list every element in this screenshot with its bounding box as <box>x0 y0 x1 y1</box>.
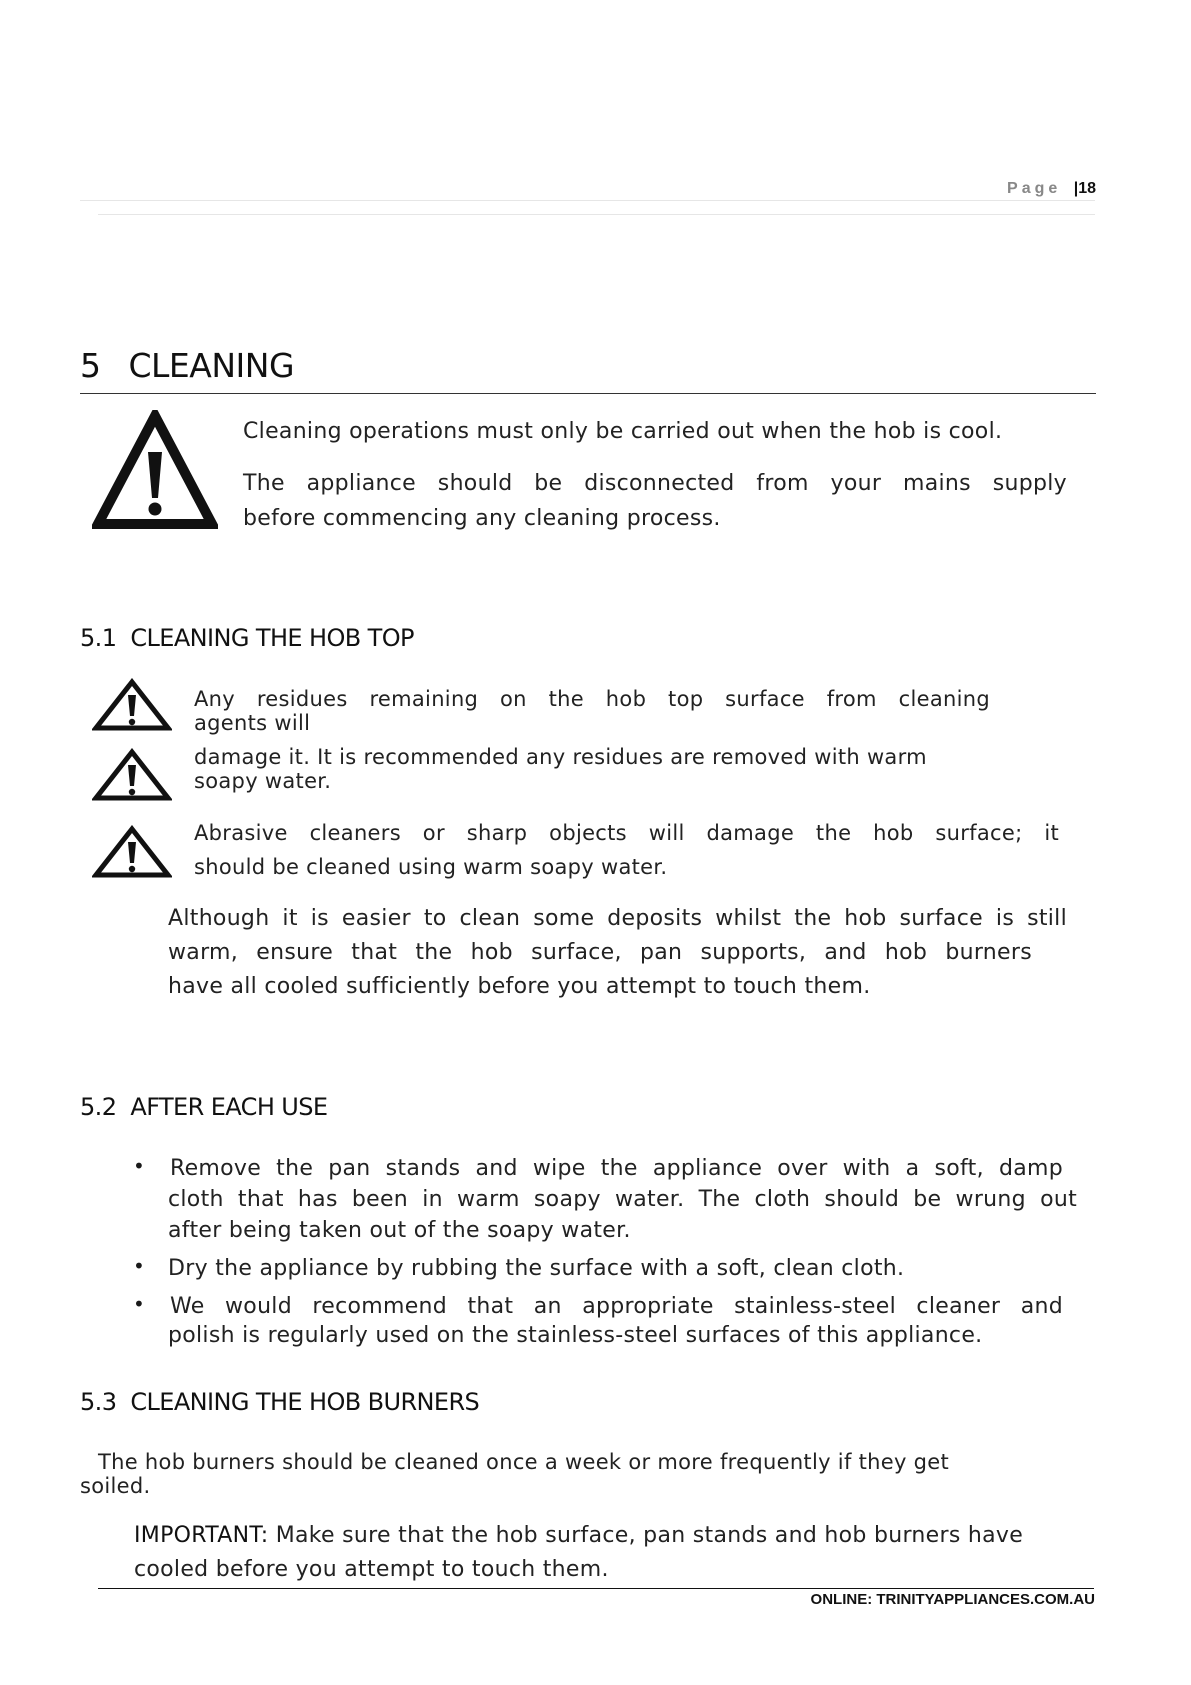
section-5-1-warning-1b: agents will <box>194 711 311 735</box>
section-5-1-warning-2b: soapy water. <box>194 769 332 793</box>
warning-triangle-icon <box>92 410 218 530</box>
section-5-3-important-2: cooled before you attempt to touch them. <box>134 1557 609 1582</box>
bullet-dot: • <box>133 1292 145 1316</box>
page-number-label <box>1007 180 1096 198</box>
section-5-1-para-3: have all cooled sufficiently before you attempt to touch them. <box>168 974 871 999</box>
section-5-3-important-1 <box>134 1519 1074 1553</box>
section-5-3-number: 5.3 <box>80 1388 117 1416</box>
page-word: Page <box>1007 180 1062 197</box>
section-5-2-number: 5.2 <box>80 1093 117 1121</box>
section-5-title: CLEANING <box>128 346 295 385</box>
section-5-2-title: AFTER EACH USE <box>130 1093 328 1121</box>
footer-rule <box>98 1588 1094 1589</box>
section-5-warning-1: Cleaning operations must only be carried out when the hob is cool. <box>243 419 1003 444</box>
section-5-3-title: CLEANING THE HOB BURNERS <box>130 1388 480 1416</box>
section-5-1-para-2: warm, ensure that the hob surface, pan supports, and hob burners <box>168 940 1032 965</box>
section-5-2-bullet-3a: We would recommend that an appropriate stainless-steel cleaner and <box>170 1294 1063 1319</box>
warning-triangle-icon <box>92 678 172 732</box>
section-5-2-bullet-2: Dry the appliance by rubbing the surface with a soft, clean cloth. <box>168 1256 905 1281</box>
section-5-rule <box>80 393 1096 394</box>
page-number: 18 <box>1078 180 1096 197</box>
bullet-dot: • <box>133 1154 145 1178</box>
section-5-1-warning-3b: should be cleaned using warm soapy water. <box>194 855 668 879</box>
section-5-2-bullet-1a: Remove the pan stands and wipe the appliance over with a soft, damp <box>170 1156 1063 1181</box>
section-5-2-bullet-3b: polish is regularly used on the stainless-steel surfaces of this appliance. <box>168 1323 983 1348</box>
section-5-1-para-1: Although it is easier to clean some deposits whilst the hob surface is still <box>168 906 1067 931</box>
section-5-2-bullet-1b: cloth that has been in warm soapy water. The cloth should be wrung out <box>168 1187 1077 1212</box>
section-5-warning-2a: The appliance should be disconnected from your mains supply <box>243 471 1067 496</box>
section-5-2-heading <box>80 1093 327 1121</box>
important-label: IMPORTANT: <box>134 1523 269 1548</box>
section-5-1-heading <box>80 624 414 652</box>
section-5-3-para-1: The hob burners should be cleaned once a week or more frequently if they get <box>98 1450 950 1474</box>
section-5-number: 5 <box>80 346 101 385</box>
header-rule-bottom <box>98 214 1095 215</box>
section-5-3-para-2: soiled. <box>80 1474 151 1498</box>
section-5-1-warning-2a: damage it. It is recommended any residues are removed with warm <box>194 745 927 769</box>
section-5-1-warning-3a: Abrasive cleaners or sharp objects will damage the hob surface; it <box>194 821 1059 845</box>
bullet-dot: • <box>133 1254 145 1278</box>
important-text-1: Make sure that the hob surface, pan stands and hob burners have <box>275 1523 1024 1548</box>
section-5-1-number: 5.1 <box>80 624 117 652</box>
section-5-warning-2b: before commencing any cleaning process. <box>243 506 721 531</box>
header-rule-top <box>80 200 1095 201</box>
section-5-1-title: CLEANING THE HOB TOP <box>130 624 414 652</box>
page-separator: | <box>1073 180 1079 197</box>
warning-triangle-icon <box>92 748 172 802</box>
section-5-2-bullet-1c: after being taken out of the soapy water. <box>168 1218 631 1243</box>
section-5-3-heading <box>80 1388 479 1416</box>
section-5-1-warning-1a: Any residues remaining on the hob top surface from cleaning <box>194 687 990 711</box>
section-5-heading <box>80 346 294 385</box>
warning-triangle-icon <box>92 825 172 879</box>
footer-online-url: ONLINE: TRINITYAPPLIANCES.COM.AU <box>810 1591 1095 1608</box>
